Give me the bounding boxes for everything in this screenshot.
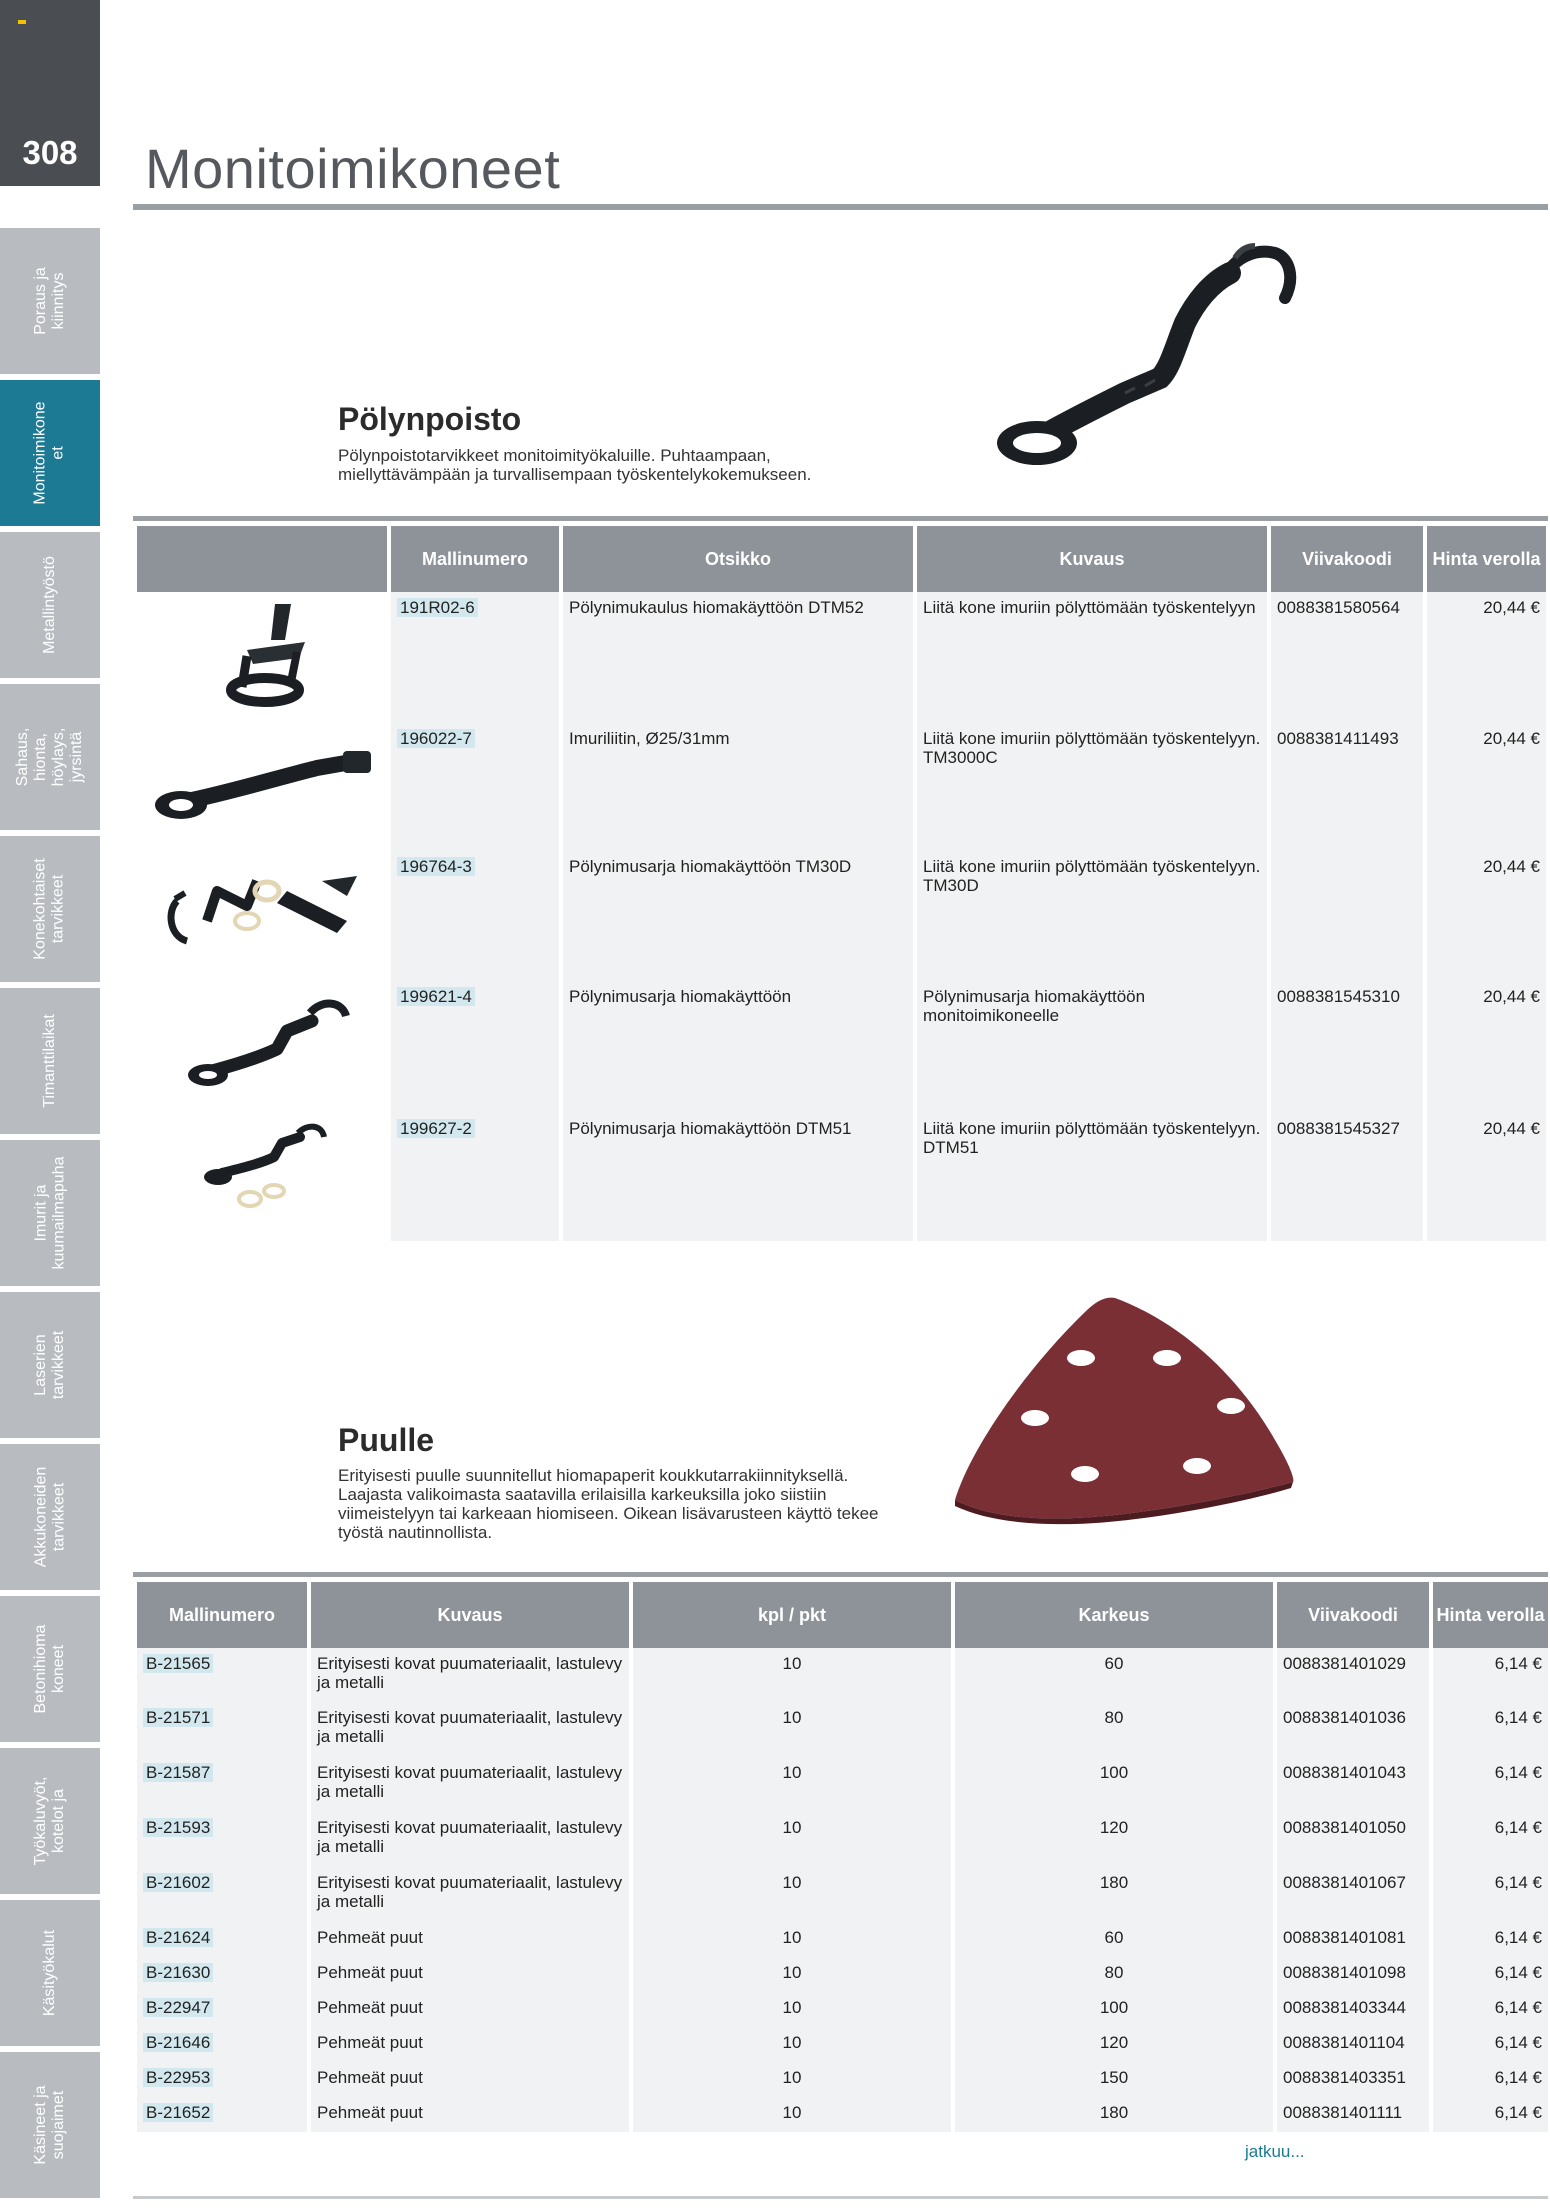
model-number: 196022-7 bbox=[397, 729, 475, 748]
model-number: B-21565 bbox=[143, 1654, 213, 1673]
description-cell: Liitä kone imuriin pölyttömään työskentelyyn bbox=[917, 592, 1267, 723]
price-cell: 6,14 € bbox=[1433, 1702, 1548, 1757]
price-cell: 6,14 € bbox=[1433, 1812, 1548, 1867]
sidebar-tab-label: Metallintyöstö bbox=[41, 556, 58, 654]
price-cell: 6,14 € bbox=[1433, 2027, 1548, 2062]
title-cell: Pölynimukaulus hiomakäyttöön DTM52 bbox=[563, 592, 913, 723]
sidebar-tab-label: Käsineet ja suojaimet bbox=[32, 2085, 67, 2165]
description-line: Laajasta valikoimasta saatavilla erilaisilla karkeuksilla joko siistiin bbox=[338, 1485, 827, 1504]
description-cell: Erityisesti kovat puumateriaalit, lastulevy ja metalli bbox=[311, 1757, 629, 1812]
table-row bbox=[137, 851, 1546, 981]
quantity-cell: 10 bbox=[633, 1992, 951, 2027]
product-image-cell bbox=[137, 723, 387, 851]
description-cell: Erityisesti kovat puumateriaalit, lastulevy ja metalli bbox=[311, 1648, 629, 1702]
model-number: B-21630 bbox=[143, 1963, 213, 1982]
price-cell: 6,14 € bbox=[1433, 1922, 1548, 1957]
sidebar-tab-label: Poraus ja kiinnitys bbox=[32, 267, 67, 335]
sidebar-tab-label: Laserien tarvikkeet bbox=[32, 1330, 67, 1400]
model-number: B-21587 bbox=[143, 1763, 213, 1782]
grit-cell: 180 bbox=[955, 1867, 1273, 1922]
price-cell: 20,44 € bbox=[1427, 981, 1546, 1113]
section-heading-polynpoisto: Pölynpoisto bbox=[338, 401, 522, 437]
grit-cell: 60 bbox=[955, 1648, 1273, 1702]
grit-cell: 120 bbox=[955, 2027, 1273, 2062]
quantity-cell: 10 bbox=[633, 1922, 951, 1957]
product-image-cell bbox=[137, 981, 387, 1113]
barcode-cell: 0088381401067 bbox=[1277, 1867, 1429, 1922]
grit-cell: 120 bbox=[955, 1812, 1273, 1867]
model-number-cell bbox=[391, 592, 559, 723]
model-number-cell bbox=[137, 2097, 307, 2132]
price-cell: 6,14 € bbox=[1433, 2097, 1548, 2132]
bottom-divider bbox=[133, 2196, 1548, 2199]
description-cell: Pehmeät puut bbox=[311, 1922, 629, 1957]
barcode-cell: 0088381401050 bbox=[1277, 1812, 1429, 1867]
barcode-cell: 0088381580564 bbox=[1271, 592, 1423, 723]
model-number-cell bbox=[391, 851, 559, 981]
description-cell: Pölynimusarja hiomakäyttöön monitoimikoneelle bbox=[917, 981, 1267, 1113]
corner-mark bbox=[18, 20, 26, 24]
description-cell: Liitä kone imuriin pölyttömään työskentelyyn. TM30D bbox=[917, 851, 1267, 981]
continued-link[interactable]: jatkuu... bbox=[1245, 2142, 1305, 2161]
model-number-cell bbox=[137, 1702, 307, 1757]
description-line: miellyttävämpään ja turvallisempaan työskentelykokemukseen. bbox=[338, 465, 812, 484]
table-row bbox=[137, 1812, 1548, 1867]
quantity-cell: 10 bbox=[633, 2027, 951, 2062]
column-header: Viivakoodi bbox=[1277, 1582, 1429, 1648]
barcode-cell: 0088381401098 bbox=[1277, 1957, 1429, 1992]
table-row bbox=[137, 1922, 1548, 1957]
model-number-cell bbox=[137, 1957, 307, 1992]
description-cell: Pehmeät puut bbox=[311, 2097, 629, 2132]
description-cell: Erityisesti kovat puumateriaalit, lastulevy ja metalli bbox=[311, 1702, 629, 1757]
table-row bbox=[137, 2062, 1548, 2097]
section-divider bbox=[133, 516, 1548, 521]
model-number: 199627-2 bbox=[397, 1119, 475, 1138]
model-number-cell bbox=[137, 2062, 307, 2097]
description-cell: Pehmeät puut bbox=[311, 2062, 629, 2097]
price-cell: 6,14 € bbox=[1433, 1957, 1548, 1992]
grit-cell: 180 bbox=[955, 2097, 1273, 2132]
sidebar-tab-betonihioma[interactable] bbox=[0, 1596, 100, 1742]
sanding-sheet-hero-image bbox=[945, 1290, 1335, 1525]
model-number-cell bbox=[137, 1648, 307, 1702]
description-cell: Erityisesti kovat puumateriaalit, lastulevy ja metalli bbox=[311, 1812, 629, 1867]
sidebar-tab-monitoimikoneet[interactable] bbox=[0, 380, 100, 526]
price-cell: 20,44 € bbox=[1427, 723, 1546, 851]
description-cell: Pehmeät puut bbox=[311, 2027, 629, 2062]
model-number: B-22953 bbox=[143, 2068, 213, 2087]
model-number-cell bbox=[137, 1812, 307, 1867]
quantity-cell: 10 bbox=[633, 2062, 951, 2097]
sidebar-tab-metallintyosto[interactable] bbox=[0, 532, 100, 678]
column-header: Hinta verolla bbox=[1433, 1582, 1548, 1648]
model-number: B-21652 bbox=[143, 2103, 213, 2122]
sidebar-tab-konekohtaiset[interactable] bbox=[0, 836, 100, 982]
title-cell: Pölynimusarja hiomakäyttöön DTM51 bbox=[563, 1113, 913, 1241]
description-cell: Pehmeät puut bbox=[311, 1957, 629, 1992]
table-row bbox=[137, 1992, 1548, 2027]
model-number: B-21593 bbox=[143, 1818, 213, 1837]
sidebar-tab-timanttilaikat[interactable] bbox=[0, 988, 100, 1134]
dust-kit-image bbox=[162, 981, 362, 1101]
title-cell: Pölynimusarja hiomakäyttöön TM30D bbox=[563, 851, 913, 981]
section-heading-puulle: Puulle bbox=[338, 1422, 435, 1458]
price-cell: 6,14 € bbox=[1433, 1757, 1548, 1812]
model-number: B-21646 bbox=[143, 2033, 213, 2052]
table-row bbox=[137, 723, 1546, 851]
table-header-row bbox=[137, 1582, 1548, 1648]
sidebar-tab-laserien[interactable] bbox=[0, 1292, 100, 1438]
sidebar-tab-kasineet[interactable] bbox=[0, 2052, 100, 2198]
title-cell: Imuriliitin, Ø25/31mm bbox=[563, 723, 913, 851]
dust-collar-image bbox=[187, 592, 337, 712]
page-number-block bbox=[0, 0, 100, 186]
table-row bbox=[137, 1702, 1548, 1757]
barcode-cell: 0088381545327 bbox=[1271, 1113, 1423, 1241]
title-cell: Pölynimusarja hiomakäyttöön bbox=[563, 981, 913, 1113]
barcode-cell: 0088381401029 bbox=[1277, 1648, 1429, 1702]
barcode-cell: 0088381401104 bbox=[1277, 2027, 1429, 2062]
sidebar-tab-sahaus[interactable] bbox=[0, 684, 100, 830]
column-header: kpl / pkt bbox=[633, 1582, 951, 1648]
title-divider bbox=[133, 204, 1548, 210]
model-number-cell bbox=[137, 2027, 307, 2062]
description-line: työstä nautinnollista. bbox=[338, 1523, 493, 1542]
barcode-cell: 0088381401111 bbox=[1277, 2097, 1429, 2132]
quantity-cell: 10 bbox=[633, 1957, 951, 1992]
price-cell: 6,14 € bbox=[1433, 1992, 1548, 2027]
quantity-cell: 10 bbox=[633, 1867, 951, 1922]
table-row bbox=[137, 592, 1546, 723]
barcode-cell: 0088381411493 bbox=[1271, 723, 1423, 851]
column-header: Viivakoodi bbox=[1271, 526, 1423, 592]
column-header: Mallinumero bbox=[137, 1582, 307, 1648]
barcode-cell: 0088381401036 bbox=[1277, 1702, 1429, 1757]
dust-adapter-hero-image bbox=[985, 228, 1300, 478]
barcode-cell: 0088381403351 bbox=[1277, 2062, 1429, 2097]
description-cell: Liitä kone imuriin pölyttömään työskentelyyn. TM3000C bbox=[917, 723, 1267, 851]
section-description-polynpoisto bbox=[338, 446, 811, 484]
grit-cell: 100 bbox=[955, 1992, 1273, 2027]
dust-kit-dtm51-image bbox=[162, 1113, 362, 1223]
column-header: Kuvaus bbox=[311, 1582, 629, 1648]
price-cell: 20,44 € bbox=[1427, 851, 1546, 981]
table-row bbox=[137, 2027, 1548, 2062]
sidebar-tab-label: Konekohtaiset tarvikkeet bbox=[32, 858, 67, 960]
model-number-cell bbox=[391, 1113, 559, 1241]
model-number: B-21571 bbox=[143, 1708, 213, 1727]
table-row bbox=[137, 1113, 1546, 1241]
sidebar-tab-kasityokalut[interactable] bbox=[0, 1900, 100, 2046]
grit-cell: 100 bbox=[955, 1757, 1273, 1812]
model-number-cell bbox=[137, 1757, 307, 1812]
table-row bbox=[137, 1648, 1548, 1702]
grit-cell: 80 bbox=[955, 1957, 1273, 1992]
dust-kit-tm30d-image bbox=[147, 851, 377, 961]
grit-cell: 150 bbox=[955, 2062, 1273, 2097]
grit-cell: 60 bbox=[955, 1922, 1273, 1957]
product-image-cell bbox=[137, 1113, 387, 1241]
sidebar-tab-label: Käsityökalut bbox=[41, 1929, 58, 2017]
barcode-cell: 0088381545310 bbox=[1271, 981, 1423, 1113]
product-image-cell bbox=[137, 851, 387, 981]
model-number: 196764-3 bbox=[397, 857, 475, 876]
column-header: Hinta verolla bbox=[1427, 526, 1546, 592]
description-line: Erityisesti puulle suunnitellut hiomapaperit koukkutarrakiinnityksellä. bbox=[338, 1466, 849, 1485]
price-cell: 20,44 € bbox=[1427, 592, 1546, 723]
dust-extraction-table bbox=[133, 526, 1550, 1241]
table-row bbox=[137, 1867, 1548, 1922]
hose-connector-image bbox=[147, 723, 377, 833]
sidebar-tab-akkukoneiden[interactable] bbox=[0, 1444, 100, 1590]
table-header-row bbox=[137, 526, 1546, 592]
quantity-cell: 10 bbox=[633, 1702, 951, 1757]
column-header: Karkeus bbox=[955, 1582, 1273, 1648]
barcode-cell: 0088381401081 bbox=[1277, 1922, 1429, 1957]
model-number: B-22947 bbox=[143, 1998, 213, 2017]
price-cell: 6,14 € bbox=[1433, 2062, 1548, 2097]
column-header: Otsikko bbox=[563, 526, 913, 592]
quantity-cell: 10 bbox=[633, 2097, 951, 2132]
sidebar-tab-label: Työkaluvyöt, kotelot ja bbox=[32, 1776, 67, 1866]
sidebar-tab-label: Timanttilaikat bbox=[41, 1014, 58, 1108]
table-row bbox=[137, 1957, 1548, 1992]
quantity-cell: 10 bbox=[633, 1648, 951, 1702]
model-number-cell bbox=[137, 1992, 307, 2027]
section-description-puulle bbox=[338, 1466, 879, 1542]
price-cell: 6,14 € bbox=[1433, 1867, 1548, 1922]
product-image-cell bbox=[137, 592, 387, 723]
barcode-cell: 0088381403344 bbox=[1277, 1992, 1429, 2027]
sidebar-tab-label: Akkukoneiden tarvikkeet bbox=[32, 1466, 68, 1568]
sidebar-tab-poraus[interactable] bbox=[0, 228, 100, 374]
grit-cell: 80 bbox=[955, 1702, 1273, 1757]
description-cell: Liitä kone imuriin pölyttömään työskentelyyn. DTM51 bbox=[917, 1113, 1267, 1241]
sidebar-tab-label: Sahaus, hionta, höylays, jyrsintä bbox=[14, 727, 85, 787]
description-line: viimeistelyyn tai karkeaan hiomiseen. Oikean lisävarusteen käyttö tekee bbox=[338, 1504, 879, 1523]
quantity-cell: 10 bbox=[633, 1757, 951, 1812]
price-cell: 20,44 € bbox=[1427, 1113, 1546, 1241]
section-divider bbox=[133, 1572, 1548, 1577]
description-cell: Pehmeät puut bbox=[311, 1992, 629, 2027]
image-column-header bbox=[137, 526, 387, 592]
sidebar-tab-imurit[interactable] bbox=[0, 1140, 100, 1286]
model-number: B-21624 bbox=[143, 1928, 213, 1947]
model-number: 199621-4 bbox=[397, 987, 475, 1006]
barcode-cell: 0088381401043 bbox=[1277, 1757, 1429, 1812]
description-line: Pölynpoistotarvikkeet monitoimityökaluille. Puhtaampaan, bbox=[338, 446, 771, 465]
sidebar-tab-label: Imurit ja kuumailmapuha bbox=[32, 1156, 68, 1270]
description-cell: Erityisesti kovat puumateriaalit, lastulevy ja metalli bbox=[311, 1867, 629, 1922]
price-cell: 6,14 € bbox=[1433, 1648, 1548, 1702]
column-header: Mallinumero bbox=[391, 526, 559, 592]
column-header: Kuvaus bbox=[917, 526, 1267, 592]
quantity-cell: 10 bbox=[633, 1812, 951, 1867]
model-number-cell bbox=[137, 1922, 307, 1957]
sidebar-tab-tyokaluvyot[interactable] bbox=[0, 1748, 100, 1894]
page-number: 308 bbox=[22, 134, 78, 171]
page-title: Monitoimikoneet bbox=[145, 137, 561, 200]
model-number-cell bbox=[391, 981, 559, 1113]
sidebar-tab-label: Betonihioma koneet bbox=[32, 1624, 67, 1714]
wood-sanding-table bbox=[133, 1582, 1550, 2132]
barcode-cell bbox=[1271, 851, 1423, 981]
table-row bbox=[137, 981, 1546, 1113]
table-row bbox=[137, 1757, 1548, 1812]
model-number: B-21602 bbox=[143, 1873, 213, 1892]
table-row bbox=[137, 2097, 1548, 2132]
model-number-cell bbox=[137, 1867, 307, 1922]
sidebar-tab-label: Monitoimikone et bbox=[32, 401, 67, 505]
model-number: 191R02-6 bbox=[397, 598, 478, 617]
model-number-cell bbox=[391, 723, 559, 851]
